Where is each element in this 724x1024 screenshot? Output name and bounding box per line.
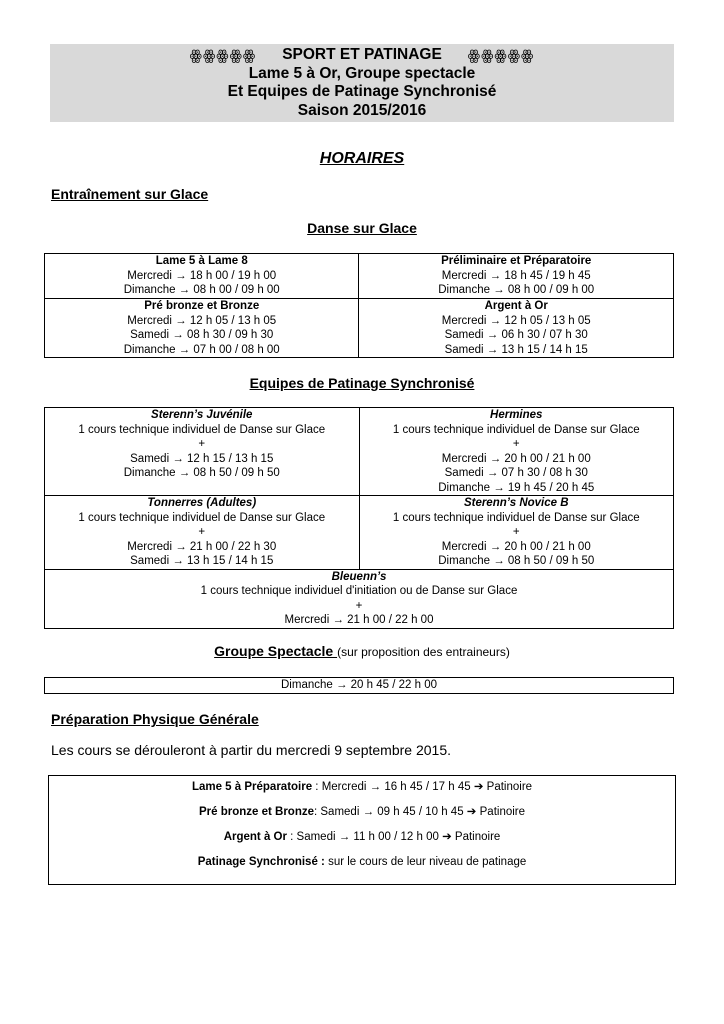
group-name: Lame 5 à Lame 8 <box>155 255 248 267</box>
schedule-line: Mercredi → 12 h 05 / 13 h 05 <box>441 314 591 327</box>
schedule-line: + <box>512 438 520 450</box>
team-name: Tonnerres (Adultes) <box>147 497 257 509</box>
schedule-line: + <box>198 438 206 450</box>
sync-cell <box>359 496 674 570</box>
ppg-title: Préparation Physique Générale <box>51 711 259 727</box>
schedule-line: 1 cours technique individuel de Danse sur Glace <box>392 511 640 524</box>
schedule-line: Samedi → 13 h 15 / 14 h 15 <box>130 555 274 567</box>
ppg-row <box>49 780 675 794</box>
danse-cell <box>45 254 359 299</box>
schedule-line: Dimanche → 19 h 45 / 20 h 45 <box>438 481 595 494</box>
spectacle-table <box>44 677 674 694</box>
schedule-line: Mercredi → 18 h 45 / 19 h 45 <box>441 269 591 282</box>
danse-table <box>44 253 674 358</box>
spectacle-cell <box>45 678 674 694</box>
schedule-line: Dimanche → 08 h 00 / 09 h 00 <box>438 284 595 296</box>
ornament-right: ꙮꙮꙮꙮꙮ <box>467 47 535 63</box>
header-line-3: Et Equipes de Patinage Synchronisé <box>227 83 497 100</box>
ppg-row-text: : Mercredi → 16 h 45 / 17 h 45 ➔ Patinoire <box>312 781 533 793</box>
team-name: Bleuenn’s <box>331 570 387 583</box>
spectacle-heading <box>0 643 724 661</box>
schedule-line: Samedi → 13 h 15 / 14 h 15 <box>444 343 588 356</box>
header-line-2: Lame 5 à Or, Groupe spectacle <box>248 64 476 82</box>
schedule-line: 1 cours technique individuel d'initiation ou de Danse sur Glace <box>200 585 518 597</box>
schedule-line: Mercredi → 21 h 00 / 22 h 00 <box>284 614 434 626</box>
header-line-4: Saison 2015/2016 <box>297 101 427 119</box>
sync-table <box>44 407 674 629</box>
schedule-line: Mercredi → 20 h 00 / 21 h 00 <box>441 452 591 465</box>
ppg-row-text: : Samedi → 09 h 45 / 10 h 45 ➔ Patinoire <box>314 806 526 818</box>
schedule-line: Mercredi → 12 h 05 / 13 h 05 <box>127 314 277 327</box>
ppg-intro: Les cours se dérouleront à partir du mercredi 9 septembre 2015. <box>51 742 451 758</box>
schedule-line: + <box>355 599 363 612</box>
schedule-line: Samedi → 06 h 30 / 07 h 30 <box>444 329 588 341</box>
schedule-line: Dimanche → 08 h 00 / 09 h 00 <box>123 284 280 296</box>
schedule-line: Mercredi → 20 h 00 / 21 h 00 <box>441 540 591 553</box>
team-name: Sterenn’s Novice B <box>463 497 569 509</box>
spectacle-title: Groupe Spectacle <box>214 643 338 659</box>
sync-cell <box>45 496 360 570</box>
danse-cell <box>359 299 674 358</box>
sync-cell <box>45 569 674 628</box>
schedule-line: Mercredi → 18 h 00 / 19 h 00 <box>127 269 277 282</box>
ppg-row-label: Pré bronze et Bronze <box>198 806 314 818</box>
schedule-line: 1 cours technique individuel de Danse sur Glace <box>78 423 326 436</box>
schedule-line: Mercredi → 21 h 00 / 22 h 30 <box>127 540 277 553</box>
section-entrainement: Entraînement sur Glace <box>51 186 209 202</box>
document-header <box>50 44 674 122</box>
ppg-row-text: : Samedi → 11 h 00 / 12 h 00 ➔ Patinoire <box>286 831 501 843</box>
danse-title: Danse sur Glace <box>307 220 417 236</box>
sync-cell <box>359 408 674 496</box>
ppg-row-label: Patinage Synchronisé : <box>197 856 325 868</box>
ppg-row-label: Lame 5 à Préparatoire <box>191 781 313 793</box>
ppg-row <box>49 855 675 869</box>
ppg-box <box>48 775 676 885</box>
danse-cell <box>45 299 359 358</box>
schedule-line: Samedi → 07 h 30 / 08 h 30 <box>444 467 588 479</box>
group-name: Pré bronze et Bronze <box>144 300 260 312</box>
schedule-line: 1 cours technique individuel de Danse sur Glace <box>78 511 326 524</box>
schedule-line: Samedi → 08 h 30 / 09 h 30 <box>130 329 274 341</box>
page-title: HORAIRES <box>319 150 405 167</box>
sync-cell <box>45 408 360 496</box>
schedule-line: Dimanche → 08 h 50 / 09 h 50 <box>438 555 595 567</box>
sync-title: Equipes de Patinage Synchronisé <box>249 375 475 391</box>
group-name: Préliminaire et Préparatoire <box>441 255 592 267</box>
schedule-line: 1 cours technique individuel de Danse sur Glace <box>392 423 640 436</box>
spectacle-note: (sur proposition des entraineurs) <box>337 645 510 659</box>
schedule-line: Dimanche → 08 h 50 / 09 h 50 <box>123 467 280 479</box>
header-line-1: SPORT ET PATINAGE <box>282 46 442 63</box>
ornament-left: ꙮꙮꙮꙮꙮ <box>189 47 257 63</box>
ppg-row <box>49 830 675 844</box>
ppg-row-text: sur le cours de leur niveau de patinage <box>324 856 527 868</box>
schedule-line: Dimanche → 20 h 45 / 22 h 00 <box>281 679 437 691</box>
danse-cell <box>359 254 674 299</box>
schedule-line: + <box>198 526 206 538</box>
schedule-line: Samedi → 12 h 15 / 13 h 15 <box>130 452 274 465</box>
team-name: Sterenn’s Juvénile <box>151 409 253 421</box>
ppg-row <box>49 805 675 819</box>
schedule-line: Dimanche → 07 h 00 / 08 h 00 <box>123 343 280 356</box>
ppg-row-label: Argent à Or <box>223 831 287 843</box>
team-name: Hermines <box>490 409 543 421</box>
schedule-line: + <box>512 526 520 538</box>
group-name: Argent à Or <box>484 300 548 312</box>
